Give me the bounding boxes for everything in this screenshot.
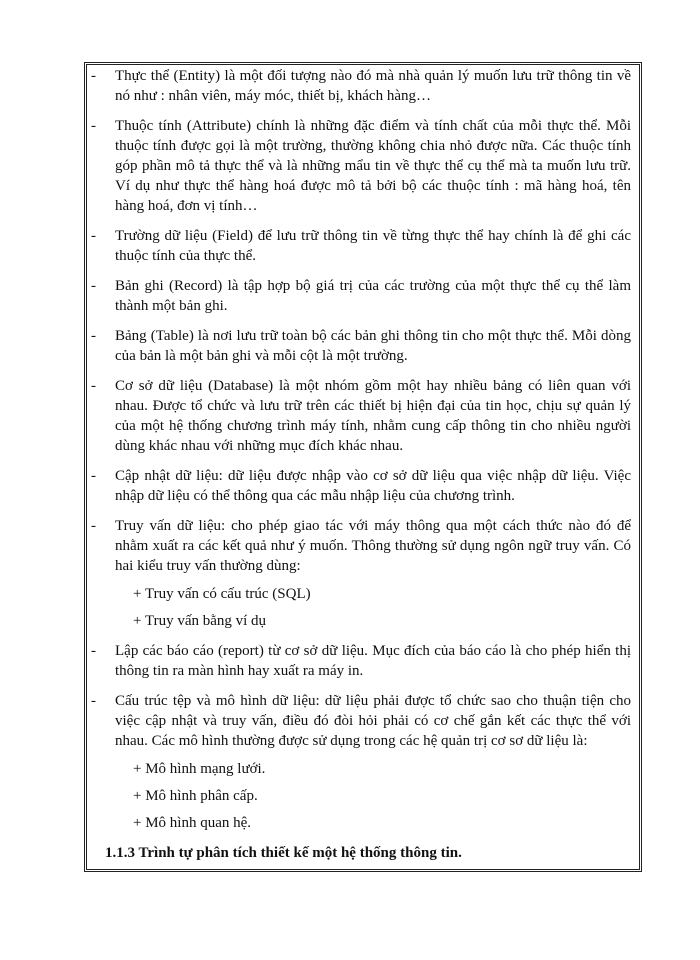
list-item-database: [91, 376, 631, 456]
query-types-list: [133, 584, 631, 631]
field-definition: Trường dữ liệu (Field) để lưu trữ thông tin về từng thực thể hay chính là để ghi các thuộc tính của thực thể.: [115, 228, 631, 264]
list-item-data-models: [91, 691, 631, 751]
bullet-marker: -: [91, 643, 96, 659]
database-definition: Cơ sở dữ liệu (Database) là một nhóm gồm một hay nhiều bảng có liên quan với nhau. Được tổ chức và lưu trữ trên các thiết bị hiện đại của tin học, chịu sự quản lý của một hệ thống chương trình máy tính, nhằm cung cấp thông tin cho nhiều người dùng khác nhau với những mục đích khác nhau.: [115, 378, 631, 454]
query-type-item: + Truy vấn bằng ví dụ: [133, 613, 267, 629]
data-models-definition: Cấu trúc tệp và mô hình dữ liệu: dữ liệu phải được tổ chức sao cho thuận tiện cho việc cập nhật và truy vấn, điều đó đòi hỏi phải có cơ chế gắn kết các thực thể với nhau. Các mô hình thường được sử dụng trong các hệ quản trị cơ sơ dữ liệu là:: [115, 693, 631, 749]
data-query-definition: Truy vấn dữ liệu: cho phép giao tác với máy thông qua một cách thức nào đó để nhằm xuất ra các kết quả như ý muốn. Thông thường sử dụng ngôn ngữ truy vấn. Có hai kiểu truy vấn thường dùng:: [115, 518, 631, 574]
list-item-data-query: [91, 516, 631, 576]
record-definition: Bản ghi (Record) là tập hợp bộ giá trị của các trường của một thực thể cụ thể làm thành một bản ghi.: [115, 278, 631, 314]
list-item-entity: [91, 66, 631, 106]
bullet-marker: -: [91, 118, 96, 134]
list-item-attribute: [91, 116, 631, 216]
section-heading: 1.1.3 Trình tự phân tích thiết kế một hệ thống thông tin.: [105, 845, 462, 861]
data-model-item: + Mô hình mạng lưới.: [133, 761, 266, 777]
data-models-list: [133, 759, 631, 833]
bullet-marker: -: [91, 693, 96, 709]
data-model-item: + Mô hình quan hệ.: [133, 815, 252, 831]
list-item-field: [91, 226, 631, 266]
bullet-marker: -: [91, 68, 96, 84]
bullet-marker: -: [91, 468, 96, 484]
data-update-definition: Cập nhật dữ liệu: dữ liệu được nhập vào cơ sở dữ liệu qua việc nhập dữ liệu. Việc nhập dữ liệu có thể thông qua các mẫu nhập liệu của chương trình.: [115, 468, 631, 504]
list-item-record: [91, 276, 631, 316]
list-item-reports: [91, 641, 631, 681]
document-content: [91, 66, 631, 863]
attribute-definition: Thuộc tính (Attribute) chính là những đặc điểm và tính chất của mỗi thực thể. Mỗi thuộc tính được gọi là một trường, thường không chia nhỏ được nữa. Các thuộc tính góp phần mô tả thực thể và là những mẩu tin về thực thể cụ thể mà ta muốn lưu trữ. Ví dụ như thực thể hàng hoá được mô tả bởi bộ các thuộc tính : mã hàng hoá, tên hàng hoá, đơn vị tính…: [115, 118, 631, 214]
reports-definition: Lập các báo cáo (report) từ cơ sở dữ liệu. Mục đích của báo cáo là cho phép hiển thị thông tin ra màn hình hay xuất ra máy in.: [115, 643, 631, 679]
list-item-data-update: [91, 466, 631, 506]
bullet-marker: -: [91, 378, 96, 394]
bullet-marker: -: [91, 278, 96, 294]
entity-definition: Thực thể (Entity) là một đối tượng nào đó mà nhà quản lý muốn lưu trữ thông tin về nó như : nhân viên, máy móc, thiết bị, khách hàng…: [115, 68, 631, 104]
bullet-marker: -: [91, 228, 96, 244]
query-type-item: + Truy vấn có cấu trúc (SQL): [133, 586, 311, 602]
list-item-table: [91, 326, 631, 366]
data-model-item: + Mô hình phân cấp.: [133, 788, 258, 804]
table-definition: Bảng (Table) là nơi lưu trữ toàn bộ các bản ghi thông tin cho một thực thể. Mỗi dòng của bản là một bản ghi và mỗi cột là một trường.: [115, 328, 631, 364]
bullet-marker: -: [91, 518, 96, 534]
bullet-marker: -: [91, 328, 96, 344]
